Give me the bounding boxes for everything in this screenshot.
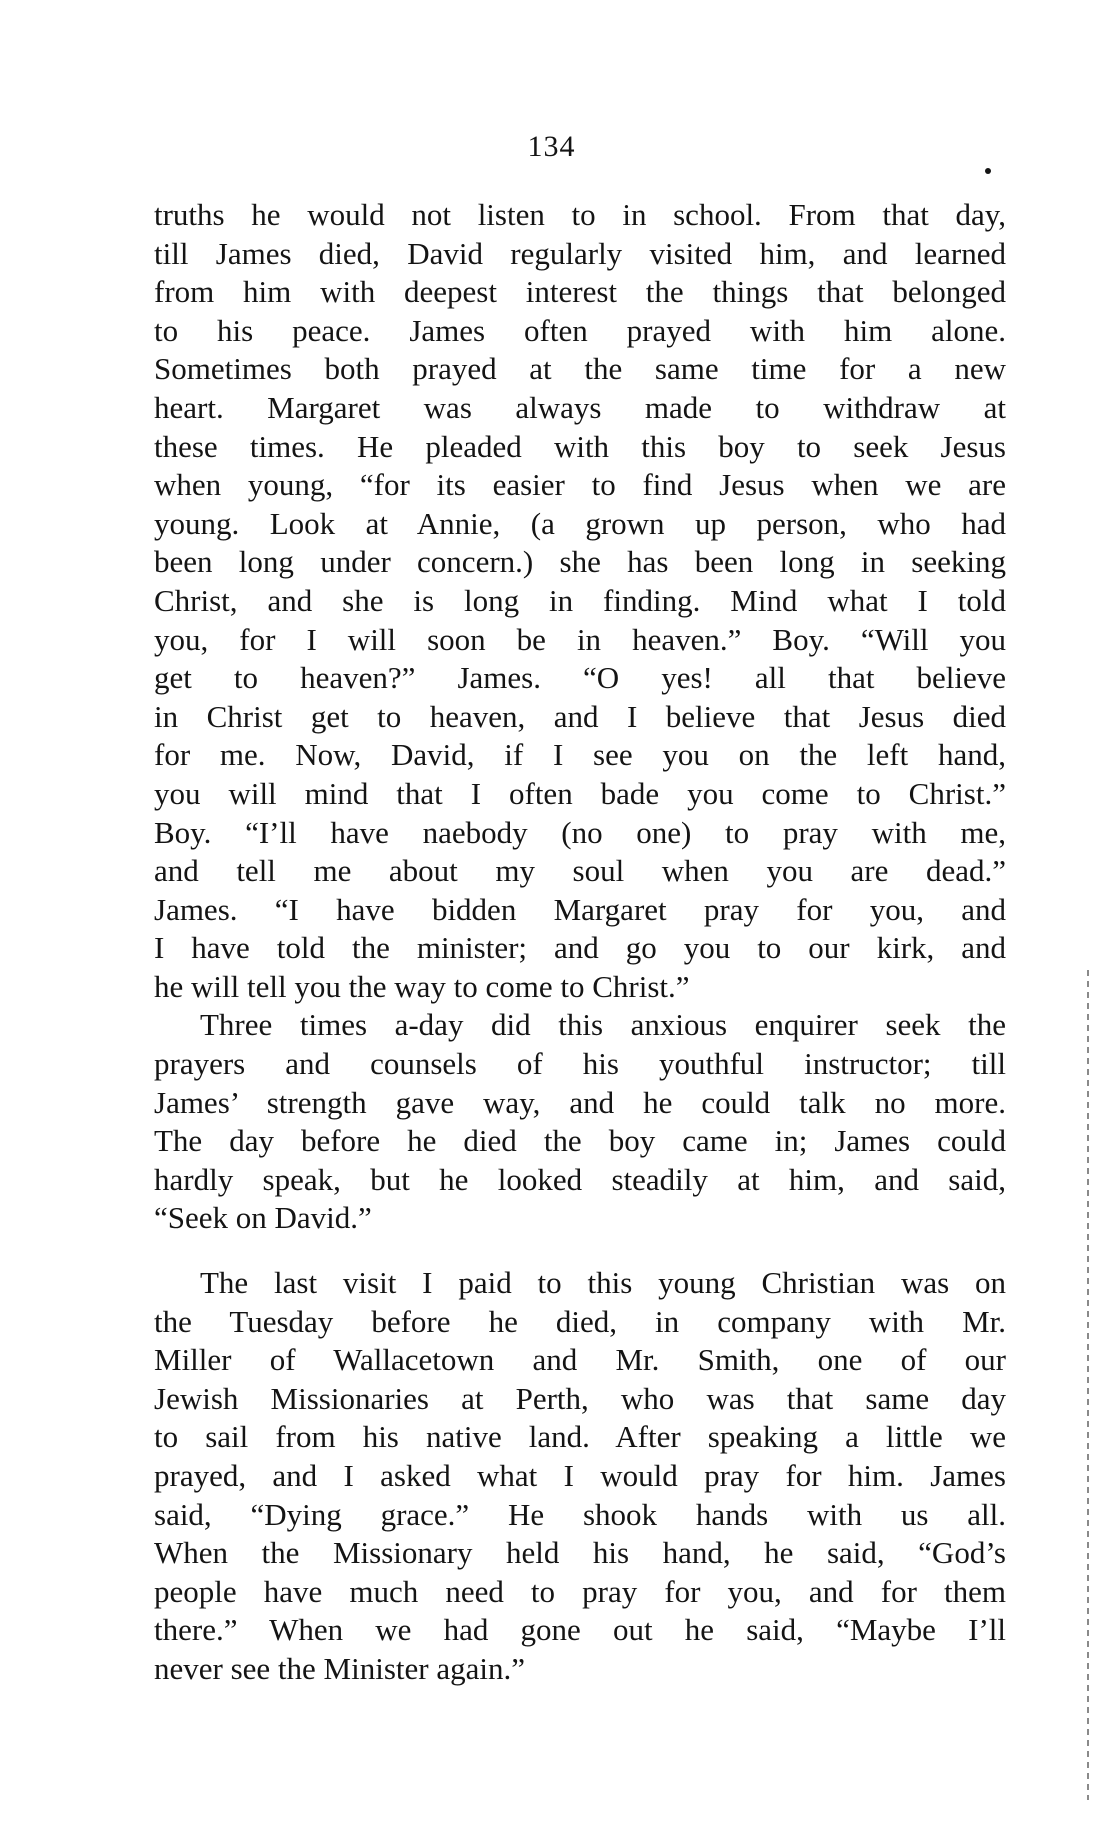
text-line: he will tell you the way to come to Christ.”: [154, 968, 690, 1004]
text-line: Miller of Wallacetown and Mr. Smith, one of our: [154, 1342, 1006, 1378]
text-line: Sometimes both prayed at the same time for a new: [154, 351, 1006, 387]
text-line: hardly speak, but he looked steadily at him, and said,: [154, 1161, 1006, 1197]
text-line: the Tuesday before he died, in company with Mr.: [154, 1303, 1006, 1339]
text-line: been long under concern.) she has been long in seeking: [154, 544, 1006, 580]
text-line: never see the Minister again.”: [154, 1650, 525, 1686]
text-line: Three times a-day did this anxious enquirer seek the: [200, 1007, 1006, 1043]
corner-speck: [985, 168, 991, 174]
paragraph: [154, 1006, 1006, 1238]
paragraph-gap: [154, 1238, 1006, 1264]
text-line: young. Look at Annie, (a grown up person, who had: [154, 505, 1006, 541]
text-line: James’ strength gave way, and he could talk no more.: [154, 1084, 1006, 1120]
text-line: Christ, and she is long in finding. Mind what I told: [154, 582, 1006, 618]
text-line: for me. Now, David, if I see you on the left hand,: [154, 737, 1006, 773]
text-line: to sail from his native land. After speaking a little we: [154, 1419, 1006, 1455]
text-line: and tell me about my soul when you are dead.”: [154, 853, 1006, 889]
text-line: “Seek on David.”: [154, 1200, 372, 1236]
body-text: [154, 196, 1006, 1689]
text-line: Boy. “I’ll have naebody (no one) to pray with me,: [154, 814, 1006, 850]
text-line: till James died, David regularly visited him, and learned: [154, 235, 1006, 271]
text-line: you will mind that I often bade you come to Christ.”: [154, 775, 1006, 811]
text-line: to his peace. James often prayed with him alone.: [154, 312, 1006, 348]
page-number: 134: [527, 130, 576, 163]
text-line: you, for I will soon be in heaven.” Boy. “Will you: [154, 621, 1006, 657]
page-edge-rule: [1087, 970, 1089, 1800]
text-line: people have much need to pray for you, and for them: [154, 1573, 1006, 1609]
text-line: these times. He pleaded with this boy to seek Jesus: [154, 428, 1006, 464]
text-line: The day before he died the boy came in; James could: [154, 1123, 1006, 1159]
text-line: prayers and counsels of his youthful instructor; till: [154, 1046, 1006, 1082]
text-line: from him with deepest interest the things that belonged: [154, 274, 1006, 310]
text-line: James. “I have bidden Margaret pray for you, and: [154, 891, 1006, 927]
paragraph: [154, 1264, 1006, 1689]
text-line: heart. Margaret was always made to withdraw at: [154, 389, 1006, 425]
text-line: Jewish Missionaries at Perth, who was that same day: [154, 1380, 1006, 1416]
text-line: When the Missionary held his hand, he said, “God’s: [154, 1535, 1006, 1571]
paragraph: [154, 196, 1006, 1006]
text-line: I have told the minister; and go you to our kirk, and: [154, 930, 1006, 966]
text-line: prayed, and I asked what I would pray for him. James: [154, 1458, 1006, 1493]
text-line: get to heaven?” James. “O yes! all that believe: [154, 660, 1006, 696]
text-line: said, “Dying grace.” He shook hands with us all.: [154, 1496, 1006, 1532]
text-line: when young, “for its easier to find Jesus when we are: [154, 467, 1006, 503]
text-line: truths he would not listen to in school. From that day,: [154, 197, 1006, 232]
text-line: in Christ get to heaven, and I believe that Jesus died: [154, 698, 1006, 734]
text-line: there.” When we had gone out he said, “Maybe I’ll: [154, 1612, 1006, 1648]
text-line: The last visit I paid to this young Christian was on: [200, 1265, 1006, 1301]
